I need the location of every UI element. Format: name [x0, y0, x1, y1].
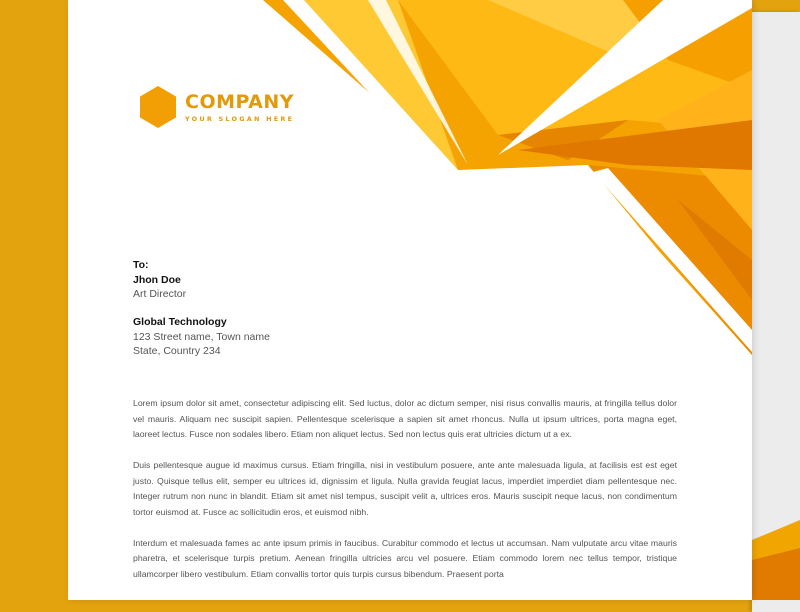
to-label: To:: [133, 259, 149, 271]
address-street: 123 Street name, Town name: [133, 330, 270, 343]
letterhead-sheet: [68, 0, 752, 600]
address-block: [133, 315, 270, 359]
letter-body: [133, 396, 677, 598]
body-paragraph: Lorem ipsum dolor sit amet, consectetur adipiscing elit. Sed luctus, dolor ac dictum semper, nisi risus convallis mauris, at fringilla tellus dolor vel mauris. Aliquam nec suscipit sapien. Pellentesque scelerisque a sapien sit amet rhoncus. Nulla ut ipsum ultrices, porta magna eget, laoreet lectus. Fusce non sodales libero. Etiam non aliquet lectus. Sed non lectus quis erat ultricies dictum ut a ex.: [133, 398, 677, 439]
company-logo: [138, 84, 294, 130]
recipient-title: Art Director: [133, 288, 187, 300]
address-company: Global Technology: [133, 316, 227, 328]
address-region: State, Country 234: [133, 345, 221, 357]
body-paragraph: Duis pellentesque augue id maximus cursus. Etiam fringilla, nisi in vestibulum posuere, ante ante malesuada ligula, at facilisis est est eget justo. Quisque tellus elit, semper eu ultrices id, dignissim et ligula. Nulla gravida feugiat lacus, imperdiet imperdiet diam pellentesque nec. Integer rutrum non nunc in blandit. Etiam sit amet nisl tempus, suscipit velit a, ultrices eros. Mauris suscipit neque lacus, non condimentum tortor euismod at. Fusce ac sollicitudin eros, et euismod nibh.: [133, 460, 677, 517]
body-paragraph: Interdum et malesuada fames ac ante ipsum primis in faucibus. Curabitur commodo et lectus ut accumsan. Nam vulputate arcu vitae mauris pharetra, et scelerisque turpis pretium. Aenean fringilla ultricies arcu vel posuere. Etiam commodo lorem nec tellus tempor, tristique ullamcorper libero vestibulum. Etiam convallis tortor quis turpis cursus bibendum. Praesent porta: [133, 537, 677, 579]
company-slogan: YOUR SLOGAN HERE: [185, 114, 295, 123]
recipient-name: Jhon Doe: [133, 273, 181, 286]
company-name: COMPANY: [185, 90, 295, 113]
back-sheet: [752, 12, 800, 612]
hexagon-icon: [138, 85, 178, 129]
recipient-block: [133, 258, 186, 302]
